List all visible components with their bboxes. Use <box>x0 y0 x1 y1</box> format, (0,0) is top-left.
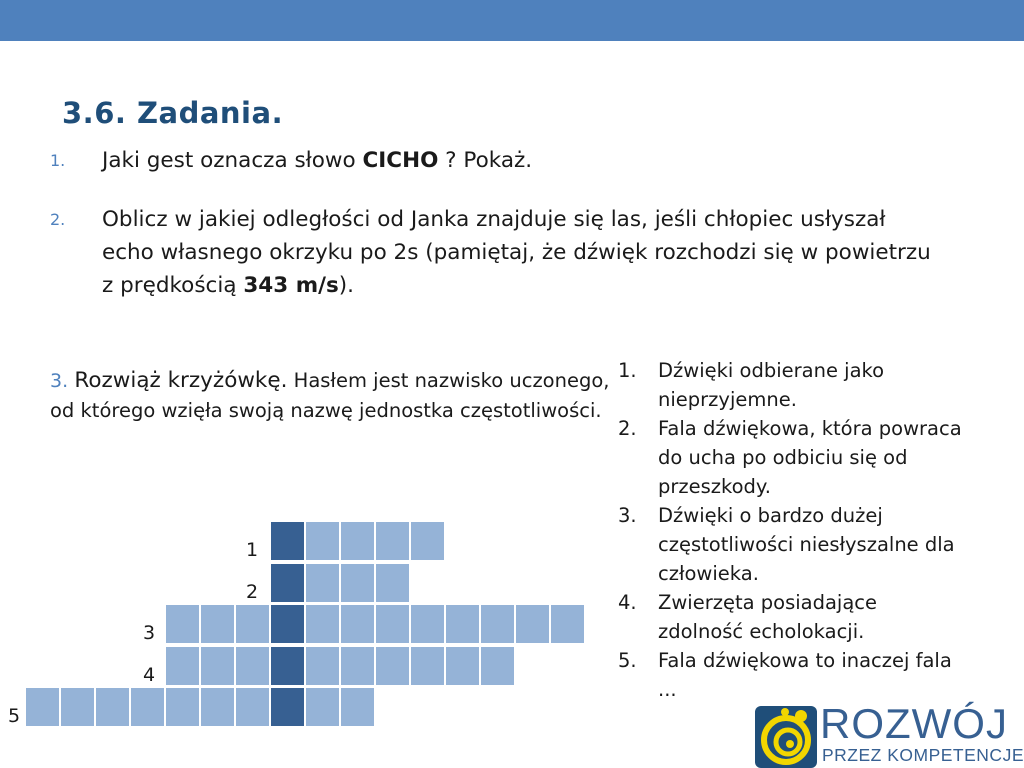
crossword-cell[interactable] <box>480 646 515 686</box>
task-3-lead: Rozwiąż krzyżówkę. <box>74 368 288 393</box>
crossword-cell[interactable] <box>165 646 200 686</box>
crossword-cell[interactable] <box>410 521 445 561</box>
crossword-row-label: 4 <box>143 663 156 686</box>
clue-text: Dźwięki o bardzo dużej częstotliwości niesłyszalne dla człowieka. <box>658 504 955 585</box>
task-1-keyword: CICHO <box>362 148 439 173</box>
crossword-cell[interactable] <box>305 646 340 686</box>
crossword-cell[interactable] <box>480 604 515 644</box>
clue-text: Fala dźwiękowa to inaczej fala ... <box>658 649 952 701</box>
clue-item <box>618 501 968 588</box>
crossword-cell[interactable] <box>305 604 340 644</box>
crossword-cell[interactable] <box>375 563 410 603</box>
crossword-cell[interactable] <box>165 687 200 727</box>
clue-item <box>618 588 968 646</box>
crossword-cell[interactable] <box>235 604 270 644</box>
crossword-cell[interactable] <box>445 604 480 644</box>
clue-item <box>618 356 968 414</box>
crossword-cell[interactable] <box>60 687 95 727</box>
crossword-cell[interactable] <box>200 604 235 644</box>
logo-subtitle: PRZEZ KOMPETENCJE <box>822 745 1024 765</box>
crossword-row-label: 3 <box>143 622 156 644</box>
crossword-cell[interactable] <box>445 646 480 686</box>
crossword-clues <box>618 356 968 704</box>
task-2-speed: 343 m/s <box>243 273 339 298</box>
clue-number: 2. <box>618 417 637 440</box>
crossword-key-cell[interactable] <box>270 521 305 561</box>
crossword-cell[interactable] <box>375 646 410 686</box>
crossword-cell[interactable] <box>410 646 445 686</box>
clue-number: 1. <box>618 359 637 382</box>
logo-title: ROZWÓJ <box>820 700 1008 747</box>
task-2-text-post: ). <box>338 273 354 298</box>
crossword-cell[interactable] <box>305 521 340 561</box>
clue-number: 3. <box>618 504 637 527</box>
clue-item <box>618 646 968 704</box>
clue-text: Fala dźwiękowa, która powraca do ucha po odbiciu się od przeszkody. <box>658 417 962 498</box>
crossword-row-label: 1 <box>246 539 259 561</box>
clue-number: 5. <box>618 649 637 672</box>
task-3-text: Hasłem jest nazwisko uczonego, od którego wzięła swoją nazwę jednostka częstotliwości. <box>50 369 610 422</box>
task-1-text-post: ? Pokaż. <box>438 148 533 173</box>
crossword-key-cell[interactable] <box>270 563 305 603</box>
crossword-cell[interactable] <box>550 604 585 644</box>
crossword-cell[interactable] <box>165 604 200 644</box>
crossword-cell[interactable] <box>25 687 60 727</box>
clue-number: 4. <box>618 591 637 614</box>
crossword-cell[interactable] <box>200 687 235 727</box>
crossword-cell[interactable] <box>340 563 375 603</box>
task-2-number: 2. <box>50 210 66 229</box>
crossword-cell[interactable] <box>340 521 375 561</box>
crossword-cell[interactable] <box>305 563 340 603</box>
clue-text: Zwierzęta posiadające zdolność echolokacji. <box>658 591 878 643</box>
crossword-cell[interactable] <box>515 604 550 644</box>
clue-item <box>618 414 968 501</box>
crossword-cell[interactable] <box>305 687 340 727</box>
crossword-cell[interactable] <box>375 604 410 644</box>
task-1-text-pre: Jaki gest oznacza słowo <box>102 148 363 173</box>
task-3-number: 3. <box>50 370 69 392</box>
crossword-key-cell[interactable] <box>270 687 305 727</box>
crossword-key-cell[interactable] <box>270 604 305 644</box>
crossword-row-label: 5 <box>8 705 21 727</box>
crossword-cell[interactable] <box>200 646 235 686</box>
crossword-cell[interactable] <box>130 687 165 727</box>
crossword-cell[interactable] <box>340 687 375 727</box>
task-1-number: 1. <box>50 151 66 170</box>
crossword-cell[interactable] <box>340 604 375 644</box>
crossword-cell[interactable] <box>235 646 270 686</box>
crossword-cell[interactable] <box>410 604 445 644</box>
crossword-key-cell[interactable] <box>270 646 305 686</box>
slide-title: 3.6. Zadania. <box>62 96 284 130</box>
crossword-cell[interactable] <box>95 687 130 727</box>
task-2-text-pre: Oblicz w jakiej odległości od Janka znajduje się las, jeśli chłopiec usłyszał echo własnego okrzyku po 2s (pamiętaj, że dźwięk rozchodzi się w powietrzu z prędkością <box>102 207 931 298</box>
crossword-cell[interactable] <box>340 646 375 686</box>
crossword-row-label: 2 <box>246 580 259 603</box>
crossword-cell[interactable] <box>235 687 270 727</box>
crossword-cell[interactable] <box>375 521 410 561</box>
clue-text: Dźwięki odbierane jako nieprzyjemne. <box>658 359 885 411</box>
